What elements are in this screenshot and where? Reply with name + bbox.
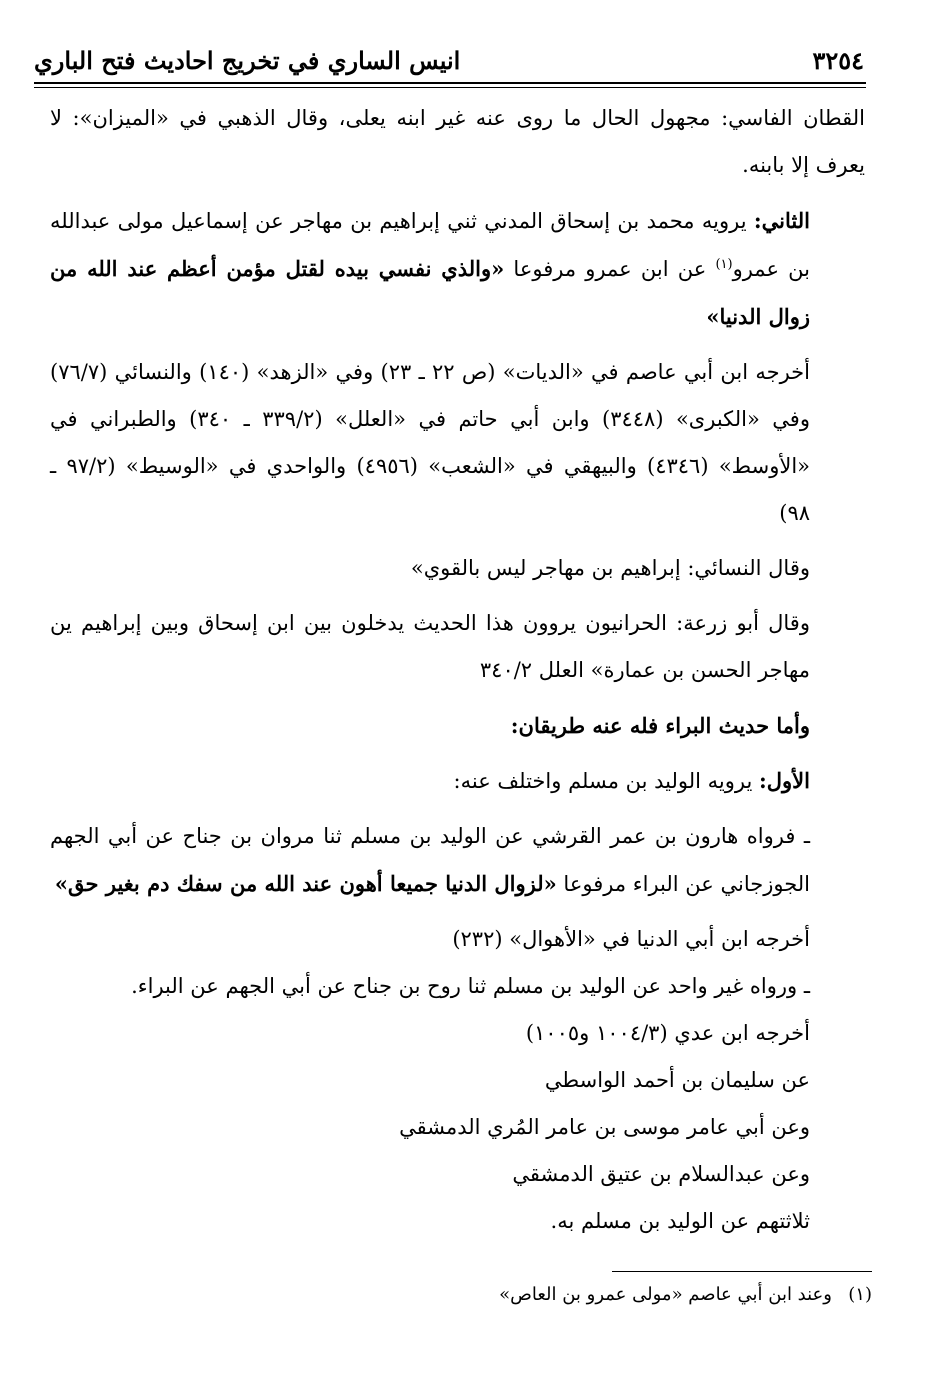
footnote-separator xyxy=(612,1271,872,1272)
footnote-text: وعند ابن أبي عاصم «مولى عمرو بن العاص» xyxy=(499,1284,832,1305)
paragraph xyxy=(50,600,865,694)
footnote-ref: (١) xyxy=(715,257,733,272)
paragraph xyxy=(50,197,865,341)
paragraph xyxy=(50,916,865,963)
paragraph-text: وعن عبدالسلام بن عتيق الدمشقي xyxy=(512,1162,810,1186)
paragraph-lead: الأول: xyxy=(759,768,810,793)
main-text xyxy=(50,95,865,1245)
paragraph xyxy=(50,1010,865,1057)
footnote-number: (١) xyxy=(848,1284,872,1305)
paragraph xyxy=(50,95,865,189)
paragraph xyxy=(50,963,865,1010)
paragraph-text: ـ فرواه هارون بن عمر القرشي عن الوليد بن مسلم ثنا مروان بن جناح عن أبي الجهم الجوزجاني عن البراء مرفوعا xyxy=(50,824,810,896)
paragraph-text: أخرجه ابن أبي الدنيا في «الأهوال» (٢٣٢) xyxy=(452,927,810,951)
paragraph-lead: الثاني: xyxy=(753,208,810,233)
heading-text: وأما حديث البراء فله عنه طريقان: xyxy=(510,713,810,738)
paragraph-text: يرويه الوليد بن مسلم واختلف عنه: xyxy=(453,769,760,793)
paragraph xyxy=(50,349,865,537)
paragraph-text: وقال أبو زرعة: الحرانيون يروون هذا الحديث يدخلون بين ابن إسحاق وبين إبراهيم ين مهاجر الحسن بن عمارة» العلل ٣٤٠/٢ xyxy=(50,611,810,682)
paragraph-text: وقال النسائي: إبراهيم بن مهاجر ليس بالقوي» xyxy=(410,556,810,580)
section-heading xyxy=(50,702,865,749)
paragraph xyxy=(50,1104,865,1151)
page-header xyxy=(34,40,864,80)
footnote xyxy=(300,1281,872,1309)
paragraph-text: القطان الفاسي: مجهول الحال ما روى عنه غير ابنه يعلى، وقال الذهبي في «الميزان»: لا يعرف إلا بابنه. xyxy=(50,106,865,177)
paragraph-text: يرويه محمد بن إسحاق المدني ثني إبراهيم بن مهاجر عن إسماعيل مولى عبدالله بن عمرو xyxy=(50,209,811,281)
paragraph-text: ـ ورواه غير واحد عن الوليد بن مسلم ثنا روح بن جناح عن أبي الجهم عن البراء. xyxy=(131,974,810,998)
paragraph xyxy=(50,1198,865,1245)
paragraph-text: ثلاثتهم عن الوليد بن مسلم به. xyxy=(550,1209,810,1233)
header-rule-thin xyxy=(34,87,866,88)
paragraph-text: أخرجه ابن أبي عاصم في «الديات» (ص ٢٢ ـ ٢٣) وفي «الزهد» (١٤٠) والنسائي (٧٦/٧) وفي «الكبرى» (٣٤٤٨) وابن أبي حاتم في «العلل» (٣٣٩/٢ ـ ٣٤٠) والطبراني في «الأوسط» (٤٣٤٦) والبيهقي في «الشعب» (٤٩٥٦) والواحدي في «الوسيط» (٩٧/٢ ـ ٩٨) xyxy=(50,360,811,525)
paragraph xyxy=(50,1151,865,1198)
paragraph xyxy=(50,813,865,908)
header-rule xyxy=(34,82,866,84)
page-number: ٣٢٥٤ xyxy=(812,45,864,75)
book-title: انيس الساري في تخريج احاديث فتح الباري xyxy=(34,45,461,75)
paragraph-text: أخرجه ابن عدي (١٠٠٤/٣ و١٠٠٥) xyxy=(525,1021,810,1045)
paragraph-text: وعن أبي عامر موسى بن عامر المُري الدمشقي xyxy=(399,1115,810,1139)
paragraph xyxy=(50,757,865,805)
hadith-text: «والذي نفسي بيده لقتل مؤمن أعظم عند الله من زوال الدنيا» xyxy=(50,256,810,329)
paragraph-text: عن سليمان بن أحمد الواسطي xyxy=(544,1068,810,1092)
hadith-text: «لزوال الدنيا جميعا أهون عند الله من سفك دم بغير حق» xyxy=(54,871,557,896)
paragraph xyxy=(50,545,865,592)
paragraph xyxy=(50,1057,865,1104)
paragraph-text: عن ابن عمرو مرفوعا xyxy=(504,257,716,281)
